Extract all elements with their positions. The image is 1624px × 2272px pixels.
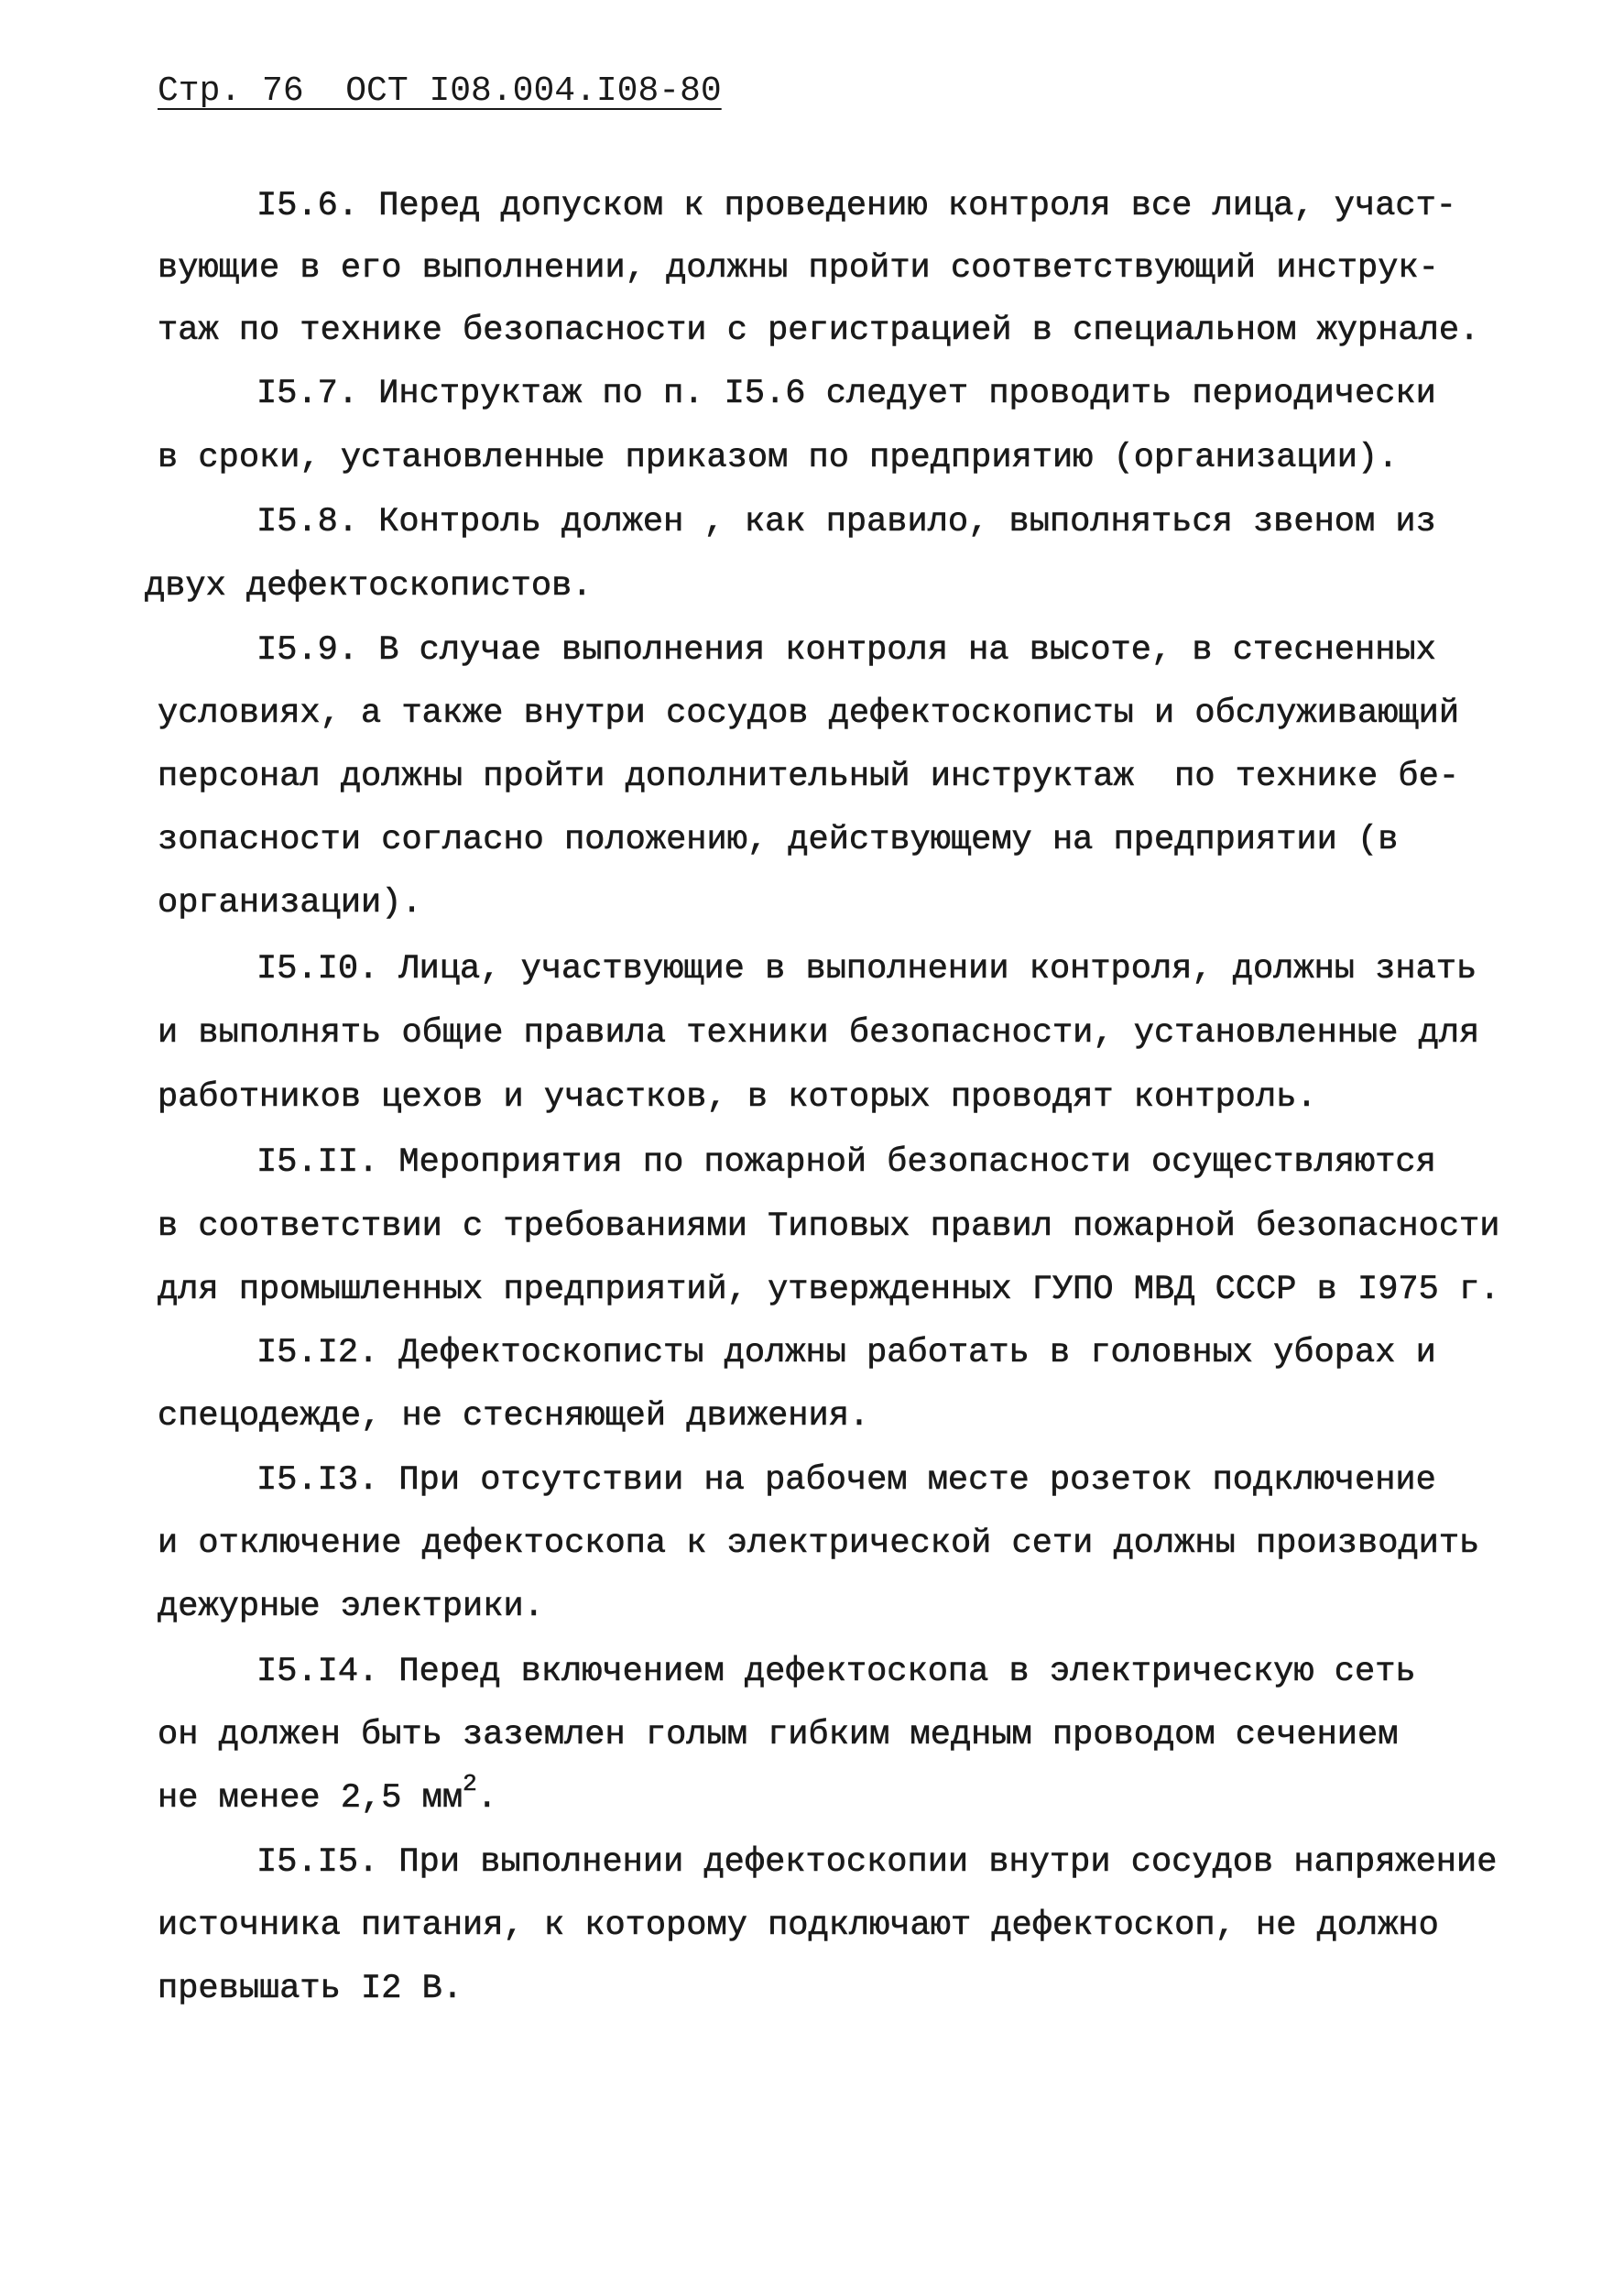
paragraph-15-9-line-5: организации). xyxy=(158,884,422,923)
paragraph-15-6-line-2: вующие в его выполнении, должны пройти соответствующий инструк- xyxy=(158,249,1439,288)
paragraph-15-13-line-1: I5.I3. При отсутствии на рабочем месте розеток подключение xyxy=(256,1461,1436,1500)
paragraph-15-15-line-3: превышать I2 В. xyxy=(158,1970,463,2008)
paragraph-15-13-line-2: и отключение дефектоскопа к электрической сети должны производить xyxy=(158,1524,1480,1563)
paragraph-15-10-line-3: работников цехов и участков, в которых проводят контроль. xyxy=(158,1078,1317,1117)
paragraph-15-14-line-1: I5.I4. Перед включением дефектоскопа в электрическую сеть xyxy=(256,1653,1416,1691)
paragraph-15-8-line-1: I5.8. Контроль должен , как правило, выполняться звеном из xyxy=(256,503,1436,541)
unit-superscript: 2 xyxy=(463,1770,477,1797)
paragraph-15-7-line-1: I5.7. Инструктаж по п. I5.6 следует проводить периодически xyxy=(256,375,1436,413)
page-header: Стр. 76 ОСТ I08.004.I08-80 xyxy=(158,71,722,111)
paragraph-15-11-line-3: для промышленных предприятий, утвержденных ГУПО МВД СССР в I975 г. xyxy=(158,1271,1500,1309)
paragraph-15-9-line-3: персонал должны пройти дополнительный инструктаж по технике бе- xyxy=(158,758,1460,796)
paragraph-15-15-line-2: источника питания, к которому подключают дефектоскоп, не должно xyxy=(158,1906,1439,1945)
paragraph-15-8-line-2: двух дефектоскопистов. xyxy=(145,567,593,606)
paragraph-15-14-line-3 xyxy=(158,1770,497,1818)
paragraph-15-14-line-2: он должен быть заземлен голым гибким медным проводом сечением xyxy=(158,1716,1399,1754)
paragraph-15-9-line-1: I5.9. В случае выполнения контроля на высоте, в стесненных xyxy=(256,631,1436,670)
paragraph-15-12-line-1: I5.I2. Дефектоскописты должны работать в головных уборах и xyxy=(256,1334,1436,1372)
paragraph-15-9-line-2: условиях, а также внутри сосудов дефектоскописты и обслуживающий xyxy=(158,694,1460,733)
paragraph-15-11-line-1: I5.II. Мероприятия по пожарной безопасности осуществляются xyxy=(256,1143,1436,1182)
paragraph-15-14-line-3-text: не менее 2,5 мм xyxy=(158,1779,463,1818)
paragraph-15-6-line-1: I5.6. Перед допуском к проведению контроля все лица, участ- xyxy=(256,187,1457,225)
paragraph-15-10-line-1: I5.I0. Лица, участвующие в выполнении контроля, должны знать xyxy=(256,950,1477,989)
paragraph-15-7-line-2: в сроки, установленные приказом по предприятию (организации). xyxy=(158,439,1399,477)
paragraph-15-13-line-3: дежурные электрики. xyxy=(158,1588,544,1626)
paragraph-15-6-line-3: таж по технике безопасности с регистрацией в специальном журнале. xyxy=(158,311,1480,350)
paragraph-15-12-line-2: спецодежде, не стесняющей движения. xyxy=(158,1397,870,1436)
paragraph-15-11-line-2: в соответствии с требованиями Типовых правил пожарной безопасности xyxy=(158,1207,1500,1246)
paragraph-15-14-tail: . xyxy=(476,1779,497,1818)
paragraph-15-9-line-4: зопасности согласно положению, действующему на предприятии (в xyxy=(158,821,1399,859)
paragraph-15-15-line-1: I5.I5. При выполнении дефектоскопии внутри сосудов напряжение xyxy=(256,1843,1498,1882)
paragraph-15-10-line-2: и выполнять общие правила техники безопасности, установленные для xyxy=(158,1014,1480,1053)
